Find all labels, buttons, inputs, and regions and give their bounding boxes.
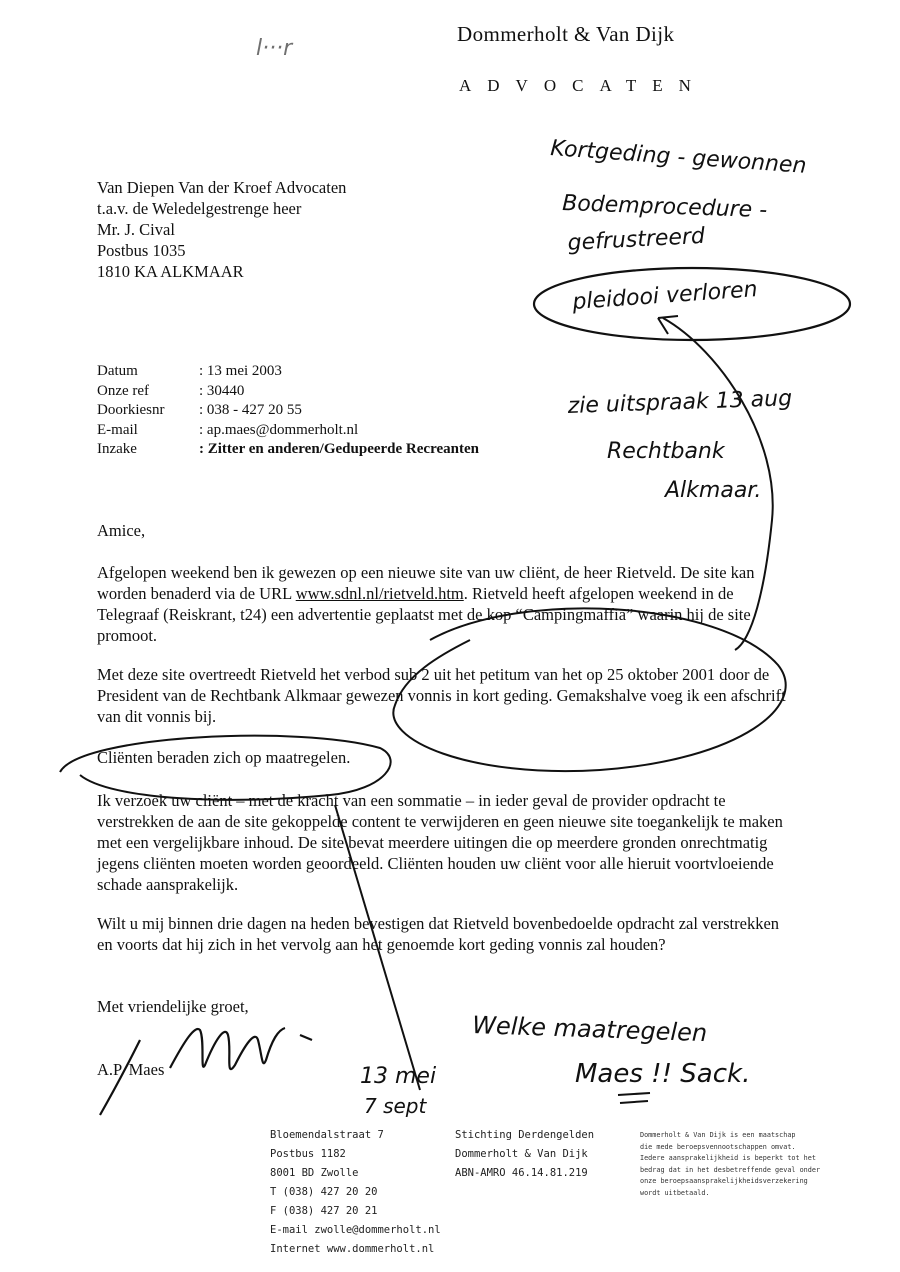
- note-7-sept: 7 sept: [364, 1094, 427, 1118]
- paragraph-3-text: Cliënten beraden zich op maatregelen.: [97, 748, 351, 767]
- note-bodemprocedure: Bodemprocedure -: [561, 191, 768, 224]
- top-scribble: l···r: [256, 36, 293, 61]
- meta-phone-row: [97, 401, 479, 421]
- meta-ref-label: Onze ref: [97, 382, 150, 399]
- meta-subject-row: [97, 440, 479, 460]
- footer-line: F (038) 427 20 21: [270, 1205, 378, 1217]
- recipient-line: Mr. J. Cival: [97, 220, 175, 239]
- meta-date-value: : 13 mei 2003: [199, 363, 282, 379]
- footer-line: wordt uitbetaald.: [640, 1188, 710, 1197]
- note-kortgeding: Kortgeding - gewonnen: [549, 136, 808, 179]
- paragraph-2: [97, 664, 797, 727]
- meta-phone-label: Doorkiesnr: [97, 402, 165, 418]
- footer-line: Bloemendalstraat 7: [270, 1129, 384, 1141]
- recipient-line: 1810 KA ALKMAAR: [97, 262, 244, 281]
- paragraph-1: [97, 562, 797, 646]
- recipient-address: [97, 177, 346, 282]
- pleidooi-circle: [534, 268, 850, 340]
- meta-email-value: : ap.maes@dommerholt.nl: [199, 421, 359, 438]
- meta-subject-value: : Zitter en anderen/Gedupeerde Recreanten: [199, 441, 479, 457]
- closing: Met vriendelijke groet,: [97, 997, 249, 1016]
- footer-line: T (038) 427 20 20: [270, 1186, 378, 1198]
- paragraph-5-text: Wilt u mij binnen drie dagen na heden bevestigen dat Rietveld bovenbedoelde opdracht zal verstrekken en voorts dat hij zich in het vervolg aan het genoemde kort geding vonnis zal houden?: [97, 914, 780, 954]
- note-13-mei: 13 mei: [360, 1064, 437, 1089]
- meta-date-label: Datum: [97, 363, 138, 379]
- paragraph-3: [97, 747, 797, 768]
- note-gefrustreerd: gefrustreerd: [567, 223, 706, 256]
- footer-line: Dommerholt & Van Dijk is een maatschap: [640, 1131, 796, 1139]
- signatory-name: A.P. Maes: [97, 1060, 165, 1079]
- recipient-line: t.a.v. de Weledelgestrenge heer: [97, 199, 302, 218]
- recipient-line: Postbus 1035: [97, 241, 186, 260]
- maes-underline: [618, 1093, 650, 1103]
- meta-email-label: E-mail: [97, 421, 138, 438]
- firm-name: Dommerholt & Van Dijk: [457, 22, 675, 46]
- meta-email-row: [97, 421, 479, 441]
- footer-address: [270, 1126, 441, 1259]
- letter-meta: [97, 362, 479, 460]
- annotation-arrow-head: [658, 316, 678, 334]
- footer-website[interactable]: Internet www.dommerholt.nl: [270, 1243, 435, 1255]
- note-welke-maatregelen: Welke maatregelen: [471, 1011, 708, 1048]
- recipient-line: Van Diepen Van der Kroef Advocaten: [97, 178, 347, 197]
- footer-line: Stichting Derdengelden: [455, 1129, 595, 1141]
- paragraph-2-text: Met deze site overtreedt Rietveld het verbod sub 2 uit het petitum van het op 25 oktober 2001 door de President van de Rechtbank Alkmaar gewezen vonnis in kort geding. Gemakshalve voeg ik een afschrift van dit vonnis bij.: [97, 665, 786, 726]
- note-rechtbank: Rechtbank: [607, 439, 725, 464]
- note-alkmaar: Alkmaar.: [665, 478, 762, 503]
- salutation: Amice,: [97, 521, 146, 540]
- footer-bank: [455, 1126, 594, 1183]
- footer-line: ABN-AMRO 46.14.81.219: [455, 1167, 588, 1179]
- meta-date-row: [97, 362, 479, 382]
- footer-line: 8001 BD Zwolle: [270, 1167, 359, 1179]
- firm-subtitle: ADVOCATEN: [459, 76, 707, 95]
- paragraph-4-text: Ik verzoek uw cliënt – met de kracht van een sommatie – in ieder geval de provider opdracht te verstrekken de aan de site gekoppelde content te verwijderen en geen nieuwe site toegankelijk te maken met een vergelijkbare inhoud. De site bevat meerdere uitingen die op meerdere gronden onrechtmatig jegens cliënten moeten worden geoordeeld. Cliënten houden uw cliënt voor alle hieruit voortvloeiende schade aansprakelijk.: [97, 791, 783, 894]
- site-url-link[interactable]: www.sdnl.nl/rietveld.htm: [295, 584, 464, 603]
- paragraph-5: [97, 913, 797, 955]
- meta-ref-row: [97, 382, 479, 402]
- meta-subject-label: Inzake: [97, 441, 137, 457]
- footer-line: Iedere aansprakelijkheid is beperkt tot het: [640, 1154, 816, 1162]
- footer-line: onze beroepsaansprakelijkheidsverzekering: [640, 1177, 808, 1185]
- footer-line: die mede beroepsvennootschappen omvat.: [640, 1142, 796, 1151]
- note-pleidooi: pleidooi verloren: [571, 277, 759, 315]
- paragraph-1-start: Afgelopen weekend ben ik gewezen op een nieuwe site van uw cliënt, de heer Rietveld. De site kan worden benaderd via de URL: [97, 563, 755, 603]
- note-maes-sack: Maes !! Sack.: [575, 1059, 751, 1089]
- paragraph-1-end: . Rietveld heeft afgelopen weekend in de Telegraaf (Reiskrant, t24) een advertentie geplaatst met de kop “Campingmaffia” waarin hij de site promoot.: [97, 584, 751, 645]
- meta-ref-value: : 30440: [199, 382, 245, 399]
- meta-phone-value: : 038 - 427 20 55: [199, 402, 302, 418]
- footer-line: bedrag dat in het desbetreffende geval onder: [640, 1165, 821, 1174]
- paragraph-4: [97, 790, 797, 895]
- footer-email[interactable]: E-mail zwolle@dommerholt.nl: [270, 1224, 441, 1236]
- note-uitspraak: zie uitspraak 13 aug: [567, 386, 793, 419]
- footer-line: Dommerholt & Van Dijk: [455, 1148, 588, 1160]
- footer-line: Postbus 1182: [270, 1148, 346, 1160]
- footer-disclaimer: [640, 1130, 820, 1199]
